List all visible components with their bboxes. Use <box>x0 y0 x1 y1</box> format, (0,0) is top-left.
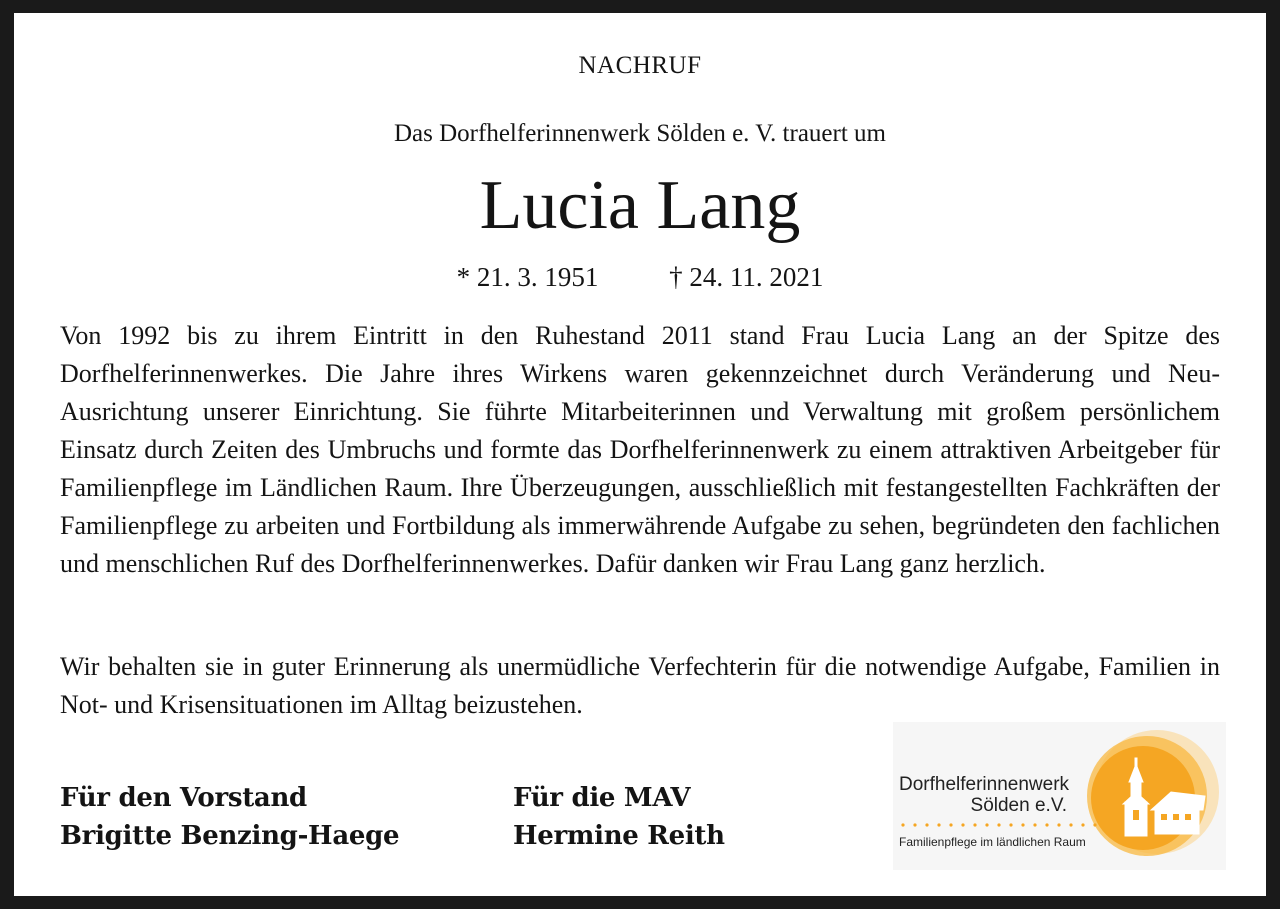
logo-name <box>899 774 1069 816</box>
remembrance-paragraph: Wir behalten sie in guter Erinnerung als unermüdliche Verfechterin für die notwendige Aufgabe, Familien in Not- und Krisensituationen im Alltag beizustehen. <box>60 652 1220 719</box>
notice-subheading: Das Dorfhelferinnenwerk Sölden e. V. trauert um <box>394 120 886 147</box>
birth-date: * 21. 3. 1951 <box>456 262 599 292</box>
tribute-paragraph: Von 1992 bis zu ihrem Eintritt in den Ruhestand 2011 stand Frau Lucia Lang an der Spitze des Dorfhelferinnenwerkes. Die Jahre ihres Wirkens waren gekennzeichnet durch Veränderung und Neu-Ausrichtung unserer Einrichtung. Sie führte Mitarbeiterinnen und Verwaltung mit großem persönlichem Einsatz durch Zeiten des Umbruchs und formte das Dorfhelferinnenwerk zu einem attraktiven Arbeitgeber für Familienpflege im Ländlichen Raum. Ihre Überzeugungen, ausschließlich mit festangestellten Fachkräften der Familienpflege zu arbeiten und Fortbildung als immerwährende Aufgabe zu sehen, begründeten den fachlichen und menschlichen Ruf des Dorfhelferinnenwerkes. Dafür danken wir Frau Lang ganz herzlich. <box>60 321 1220 578</box>
signature-person: Brigitte Benzing-Haege <box>60 821 400 851</box>
signature-role: Für den Vorstand <box>60 783 307 813</box>
logo-tagline: Familienpflege im ländlichen Raum <box>899 835 1086 849</box>
signature-mav <box>513 779 725 855</box>
signature-role: Für die MAV <box>513 783 691 813</box>
death-date: † 24. 11. 2021 <box>669 262 824 292</box>
logo-name-line1: Dorfhelferinnenwerk <box>899 774 1070 795</box>
logo-name-line2: Sölden e.V. <box>970 795 1068 816</box>
signature-board <box>60 779 399 855</box>
deceased-name: Lucia Lang <box>479 167 801 244</box>
life-dates <box>0 262 1280 293</box>
organization-logo <box>893 722 1226 870</box>
notice-heading: NACHRUF <box>578 52 702 79</box>
signature-person: Hermine Reith <box>513 821 725 851</box>
